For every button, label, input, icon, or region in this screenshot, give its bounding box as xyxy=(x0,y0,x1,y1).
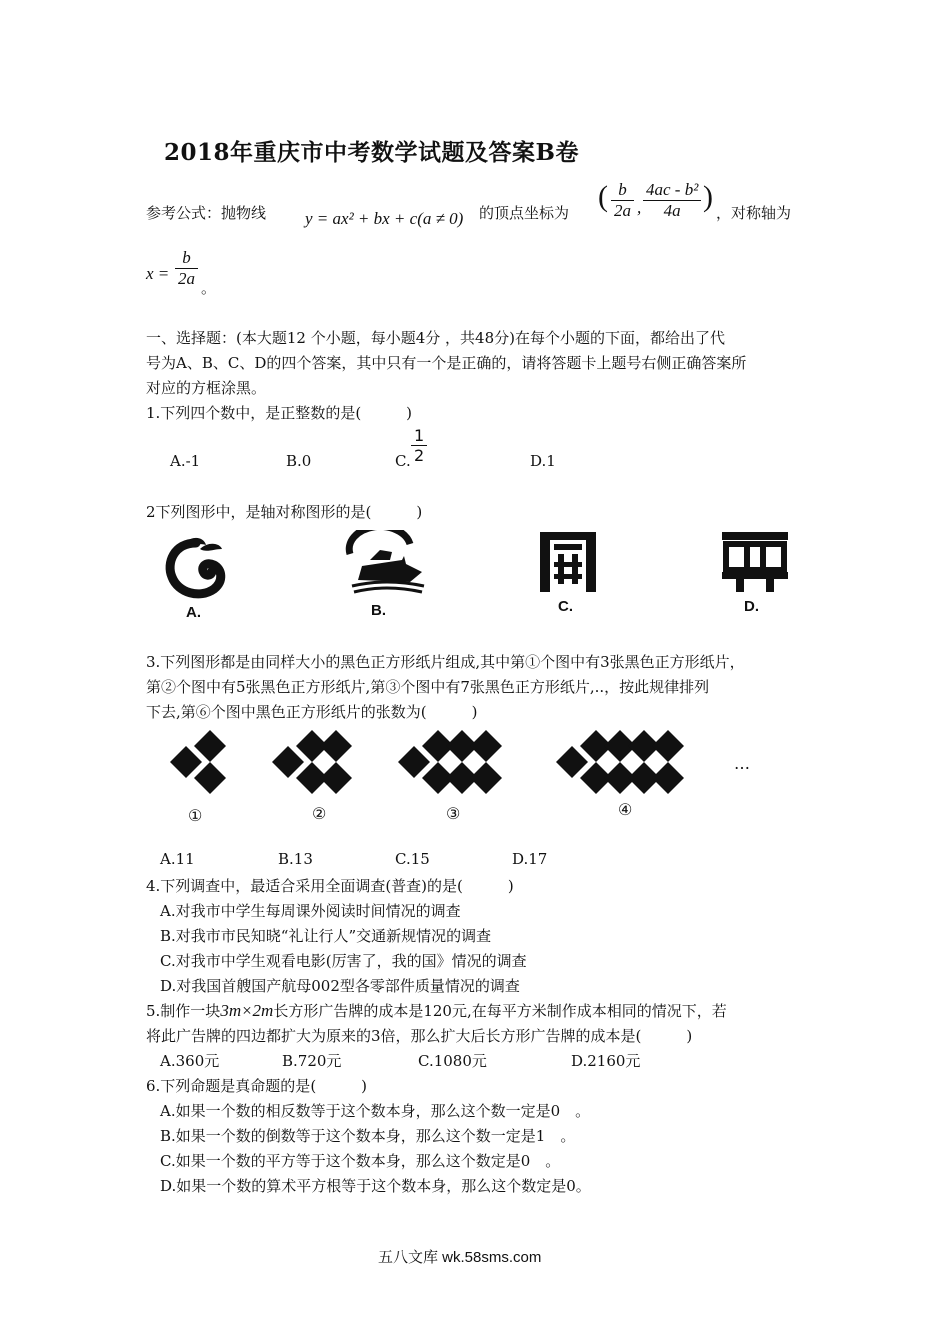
q5-line-1 xyxy=(146,1000,727,1021)
axis-x: x = xyxy=(146,264,170,283)
axis-den: 2a xyxy=(178,269,195,288)
q4-stem: 4.下列调查中，最适合采用全面调查(普查)的是( ) xyxy=(146,877,514,895)
q1-c-den: 2 xyxy=(414,446,425,465)
q6-option-c: C.如果一个数的平方等于这个数本身，那么这个数定是0 。 xyxy=(160,1152,561,1170)
left-paren: ( xyxy=(598,180,608,213)
q2-label-a: A. xyxy=(186,604,201,621)
right-paren: ) xyxy=(703,180,713,213)
q2-figure-c xyxy=(536,530,600,594)
q3-option-a: A.11 xyxy=(160,850,195,868)
q3-fig-label-4: ④ xyxy=(618,800,633,819)
q1-option-c: C. xyxy=(395,452,411,470)
q3-figure-1 xyxy=(170,730,226,794)
q3-figure-4 xyxy=(556,730,684,794)
vertex-text: 的顶点坐标为 xyxy=(479,204,570,222)
q2-figure-a xyxy=(160,533,230,603)
q3-option-d: D.17 xyxy=(512,850,548,868)
axis-fraction xyxy=(175,248,198,289)
q2-label-b: B. xyxy=(371,602,386,619)
q4-option-d: D.对我国首艘国产航母002型各零部件质量情况的调查 xyxy=(160,977,520,995)
vertex-x-den: 2a xyxy=(614,201,631,220)
q5-option-b: B.720元 xyxy=(282,1052,342,1070)
page-title: 2018年重庆市中考数学试题及答案B卷 xyxy=(164,139,579,166)
q5-option-c: C.1080元 xyxy=(418,1052,487,1070)
comma: , xyxy=(637,198,642,217)
q1-stem: 1.下列四个数中，是正整数的是( ) xyxy=(146,404,413,422)
q3-fig-label-3: ③ xyxy=(446,804,461,823)
q3-ellipsis: … xyxy=(734,754,750,773)
q4-option-b: B.对我市市民知晓“礼让行人”交通新规情况的调查 xyxy=(160,927,492,945)
vertex-x-fraction xyxy=(611,180,634,221)
q3-line-3: 下去,第⑥个图中黑色正方形纸片的张数为( ) xyxy=(146,703,478,721)
q4-option-c: C.对我市中学生观看电影(厉害了，我的国》情况的调查 xyxy=(160,952,527,970)
q4-option-a: A.对我市中学生每周课外阅读时间情况的调查 xyxy=(160,902,461,920)
q2-label-c: C. xyxy=(558,598,573,615)
parabola-equation: y = ax² + bx + c(a ≠ 0) xyxy=(305,209,464,228)
axis-num: b xyxy=(175,248,198,269)
section-intro-1: 一、选择题：(本大题12 个小题，每小题4分 ，共48分)在每个小题的下面，都给出了代 xyxy=(146,329,725,347)
q5-prefix: 5.制作一块 xyxy=(146,1002,221,1020)
q2-figure-d xyxy=(720,530,790,592)
section-intro-3: 对应的方框涂黑。 xyxy=(146,379,267,397)
q2-stem: 2下列图形中，是轴对称图形的是( ) xyxy=(146,503,423,521)
vertex-y-num: 4ac - b² xyxy=(643,180,701,201)
section-intro-2: 号为A、B、C、D的四个答案，其中只有一个是正确的，请将答题卡上题号右侧正确答案所 xyxy=(146,354,747,372)
q5-option-d: D.2160元 xyxy=(571,1052,641,1070)
q6-option-b: B.如果一个数的倒数等于这个数本身，那么这个数一定是1 。 xyxy=(160,1127,576,1145)
q6-stem: 6.下列命题是真命题的是( ) xyxy=(146,1077,368,1095)
q1-option-b: B.0 xyxy=(286,452,312,470)
q1-option-d: D.1 xyxy=(530,452,556,470)
vertex-y-den: 4a xyxy=(663,201,681,220)
q3-fig-label-2: ② xyxy=(312,804,327,823)
vertex-y-fraction xyxy=(643,180,701,221)
q5-expression: 3m×2m xyxy=(220,1001,274,1020)
vertex-x-num: b xyxy=(611,180,634,201)
q6-option-d: D.如果一个数的算术平方根等于这个数本身，那么这个数定是0。 xyxy=(160,1177,591,1195)
q3-fig-label-1: ① xyxy=(188,806,203,825)
q2-label-d: D. xyxy=(744,598,759,615)
axis-text: ，对称轴为 xyxy=(716,204,792,222)
formula-label: 参考公式：抛物线 xyxy=(146,204,267,222)
q3-line-1: 3.下列图形都是由同样大小的黑色正方形纸片组成,其中第①个图中有3张黑色正方形纸片， xyxy=(146,653,745,671)
q3-figure-3 xyxy=(398,730,502,794)
q5-suffix: 长方形广告牌的成本是120元,在每平方米制作成本相同的情况下，若 xyxy=(273,1002,727,1020)
q5-line-2: 将此广告牌的四边都扩大为原来的3倍，那么扩大后长方形广告牌的成本是( ) xyxy=(146,1027,693,1045)
q1-c-num: 1 xyxy=(411,426,427,446)
q5-option-a: A.360元 xyxy=(160,1052,220,1070)
q3-option-c: C.15 xyxy=(395,850,430,868)
q3-line-2: 第②个图中有5张黑色正方形纸片,第③个图中有7张黑色正方形纸片,..，按此规律排列 xyxy=(146,678,710,696)
axis-end: 。 xyxy=(201,279,217,297)
q3-figures xyxy=(160,728,800,828)
q3-figure-2 xyxy=(272,730,352,794)
q2-figure-b xyxy=(340,530,428,598)
q1-option-a: A.-1 xyxy=(170,452,201,470)
page-footer: 五八文库 wk.58sms.com xyxy=(378,1249,542,1266)
q6-option-a: A.如果一个数的相反数等于这个数本身，那么这个数一定是0 。 xyxy=(160,1102,591,1120)
q1-c-fraction xyxy=(411,426,427,465)
q3-option-b: B.13 xyxy=(278,850,313,868)
